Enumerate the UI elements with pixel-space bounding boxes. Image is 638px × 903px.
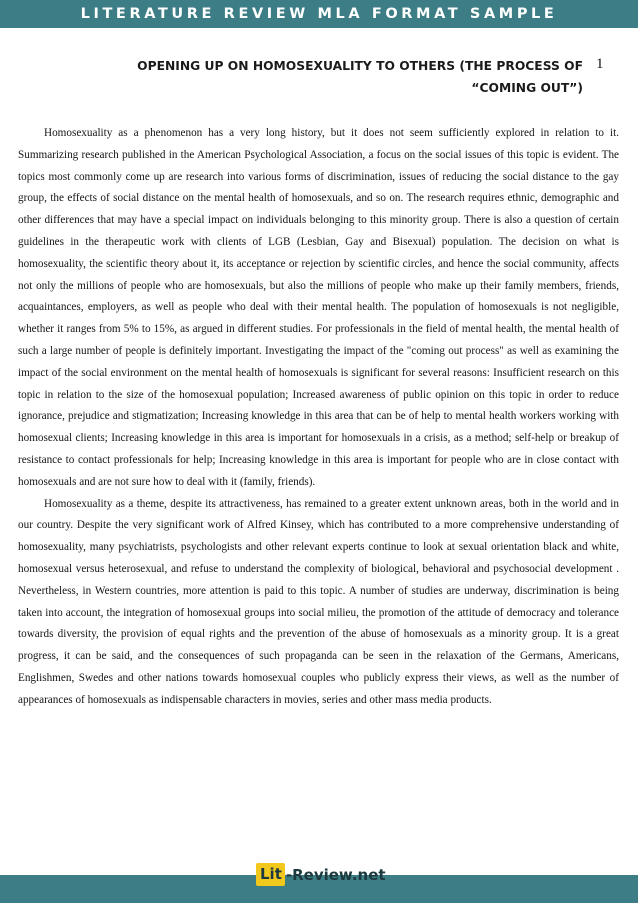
header-banner (0, 0, 638, 28)
body-paragraph: Homosexuality as a phenomenon has a very long history, but it does not seem sufficiently explored in relation to it. Summarizing research published in the American Psychological Association, a focus on the social issues of this topic is evident. The topics most commonly come up are research into various forms of discrimination, issues of reducing the social distance to the gay group, the effects of social distance on the mental health of homosexuals, and so on. The research requires ethnic, demographic and other differences that may have a special impact on individuals belonging to this minority group. There is also a question of certain guidelines in the therapeutic work with clients of LGB (Lesbian, Gay and Bisexual) population. The decision on what is homosexuality, the scientific theory about it, its acceptance or rejection by scientific circles, and hence the social community, affects not only the millions of people who are homosexuals, but also the millions of people who make up their family members, friends, acquaintances, employers, as well as people who deal with their mental health. The population of homosexuals is not negligible, whether it ranges from 5% to 15%, as argued in different studies. For professionals in the field of mental health, the mental health of such a large number of people is definitely important. Investigating the impact of the "coming out process" as well as examining the impact of the social environment on the mental health of homosexuals is significant for several reasons: Insufficient research on this topic in relation to the size of the homosexual population; Increased awareness of public opinion on this topic in order to reduce ignorance, prejudice and stigmatization; Increasing knowledge in this area that can be of help to mental health workers working with homosexual clients; Increasing knowledge in this area is important for homosexuals in a crisis, as a method; self-help or breakup of resistance to contact professionals for help; Increasing knowledge in this area is important for people who are in close contact with homosexuals and are not sure how to deal with it (family, friends). (18, 127, 619, 488)
body-paragraph: Homosexuality as a theme, despite its attractiveness, has remained to a greater extent unknown areas, both in the world and in our country. Despite the very significant work of Alfred Kinsey, which has contributed to a more comprehensive understanding of homosexuality, many psychiatrists, psychologists and other relevant experts continue to look at sexual orientation black and white, homosexual versus heterosexual, and refuse to understand the complexity of biological, behavioral and psychosocial development . Nevertheless, in Western countries, more attention is paid to this topic. A number of studies are underway, discrimination is being taken into account, the integration of homosexual groups into social milieu, the promotion of the attitude of democracy and tolerance towards diversity, the provision of equal rights and the prevention of the abuse of homosexuals as a minority group. It is a great progress, it can be said, and the consequences of such propaganda can be seen in the relaxation of the Germans, Americans, Englishmen, Swedes and other nations towards homosexual couples who publicly express their views, as well as the number of appearances of homosexuals as indispensable characters in movies, series and other mass media products. (18, 497, 619, 706)
page-number: 1 (596, 56, 604, 72)
logo-highlight: Lit (256, 863, 285, 886)
site-logo[interactable] (256, 863, 386, 886)
banner-title: LITERATURE REVIEW MLA FORMAT SAMPLE (80, 6, 558, 22)
logo-text: -Review.net (285, 865, 386, 884)
document-title: OPENING UP ON HOMOSEXUALITY TO OTHERS (THE PROCESS OF “COMING OUT”) (137, 59, 583, 95)
document-body (18, 123, 619, 712)
